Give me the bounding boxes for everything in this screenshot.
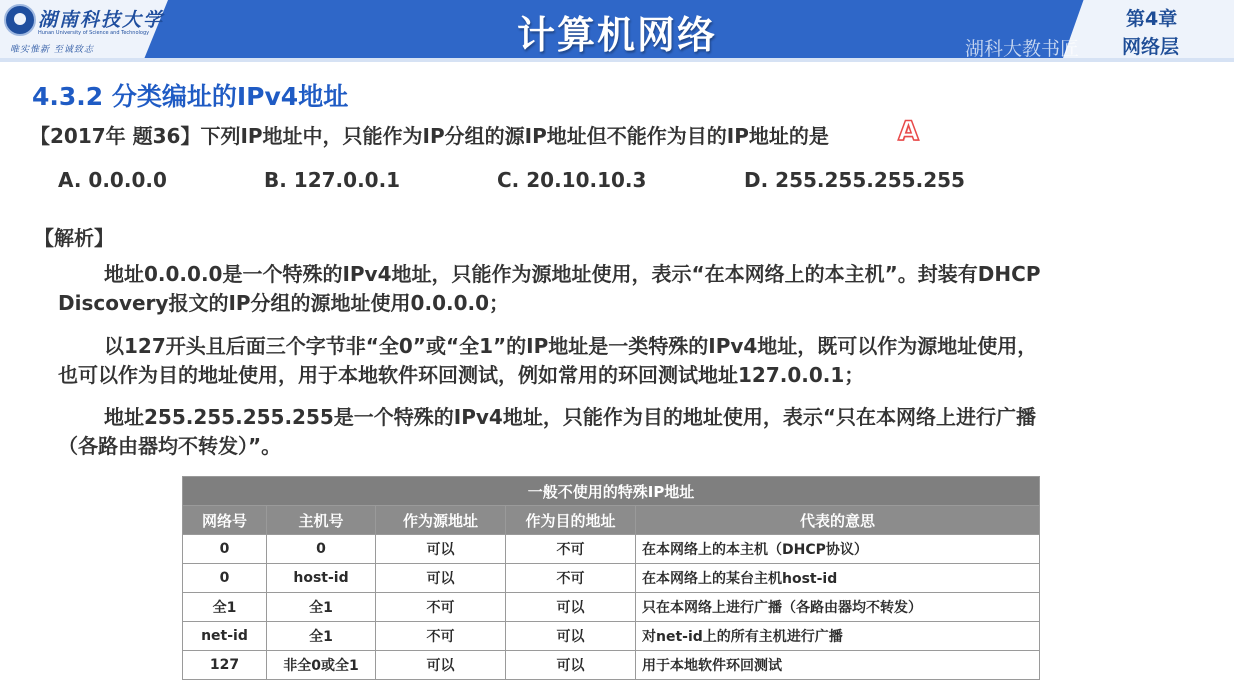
- table-caption: 一般不使用的特殊IP地址: [183, 477, 1040, 506]
- chapter-number: 第4章: [1126, 8, 1178, 30]
- table-cell: 不可: [376, 622, 506, 651]
- table-cell: 可以: [376, 535, 506, 564]
- table-cell: 不可: [506, 535, 636, 564]
- column-header-host: 主机号: [267, 506, 376, 535]
- university-english-name: Hunan University of Science and Technology: [38, 30, 150, 36]
- chapter-name: 网络层: [1122, 36, 1180, 58]
- column-header-as-source: 作为源地址: [376, 506, 506, 535]
- watermark-text: 湖科大教书匠: [965, 38, 1080, 60]
- table-cell: 可以: [506, 622, 636, 651]
- analysis-line: （各路由器均不转发）”。: [58, 434, 282, 458]
- table-cell: 可以: [506, 651, 636, 680]
- table-cell: 只在本网络上进行广播（各路由器均不转发）: [636, 593, 1040, 622]
- table-row: [183, 535, 1040, 564]
- option-d: D. 255.255.255.255: [744, 168, 965, 192]
- table-cell: 全1: [183, 593, 267, 622]
- analysis-line: 也可以作为目的地址使用，用于本地软件环回测试，例如常用的环回测试地址127.0.0.1；: [58, 363, 865, 387]
- special-ip-table: [182, 476, 1040, 680]
- table-cell: 0: [183, 535, 267, 564]
- option-b: B. 127.0.0.1: [264, 168, 401, 192]
- table-row: [183, 622, 1040, 651]
- answer-mark: A: [898, 116, 919, 147]
- table-cell: 0: [183, 564, 267, 593]
- table-cell: net-id: [183, 622, 267, 651]
- table-cell: 全1: [267, 593, 376, 622]
- option-a: A. 0.0.0.0: [58, 168, 167, 192]
- column-header-network: 网络号: [183, 506, 267, 535]
- table-cell: 非全0或全1: [267, 651, 376, 680]
- table-cell: 对net-id上的所有主机进行广播: [636, 622, 1040, 651]
- analysis-line: 以127开头且后面三个字节非“全0”或“全1”的IP地址是一类特殊的IPv4地址，既可以作为源地址使用，: [104, 334, 1038, 358]
- table-cell: host-id: [267, 564, 376, 593]
- course-title: 计算机网络: [516, 13, 717, 57]
- column-header-as-destination: 作为目的地址: [506, 506, 636, 535]
- table-cell: 不可: [376, 593, 506, 622]
- table-cell: 可以: [376, 564, 506, 593]
- table-row: [183, 593, 1040, 622]
- university-name: 湖南科技大学: [38, 9, 165, 31]
- university-motto: 唯实惟新 至诚致志: [10, 45, 94, 55]
- question-text: 【2017年 题36】下列IP地址中，只能作为IP分组的源IP地址但不能作为目的IP地址的是: [30, 124, 829, 148]
- section-title: 4.3.2 分类编址的IPv4地址: [32, 82, 349, 111]
- table-cell: 可以: [376, 651, 506, 680]
- column-header-meaning: 代表的意思: [636, 506, 1040, 535]
- analysis-line: Discovery报文的IP分组的源地址使用0.0.0.0；: [58, 291, 510, 315]
- table-cell: 在本网络上的本主机（DHCP协议）: [636, 535, 1040, 564]
- table-cell: 在本网络上的某台主机host-id: [636, 564, 1040, 593]
- table-cell: 可以: [506, 593, 636, 622]
- option-c: C. 20.10.10.3: [497, 168, 647, 192]
- table-cell: 0: [267, 535, 376, 564]
- analysis-heading: 【解析】: [34, 226, 114, 250]
- table-cell: 不可: [506, 564, 636, 593]
- table-row: [183, 564, 1040, 593]
- table-cell: 127: [183, 651, 267, 680]
- analysis-line: 地址255.255.255.255是一个特殊的IPv4地址，只能作为目的地址使用，表示“只在本网络上进行广播: [104, 405, 1036, 429]
- table-row: [183, 651, 1040, 680]
- table-cell: 全1: [267, 622, 376, 651]
- analysis-line: 地址0.0.0.0是一个特殊的IPv4地址，只能作为源地址使用，表示“在本网络上的本主机”。封装有DHCP: [104, 262, 1041, 286]
- table-cell: 用于本地软件环回测试: [636, 651, 1040, 680]
